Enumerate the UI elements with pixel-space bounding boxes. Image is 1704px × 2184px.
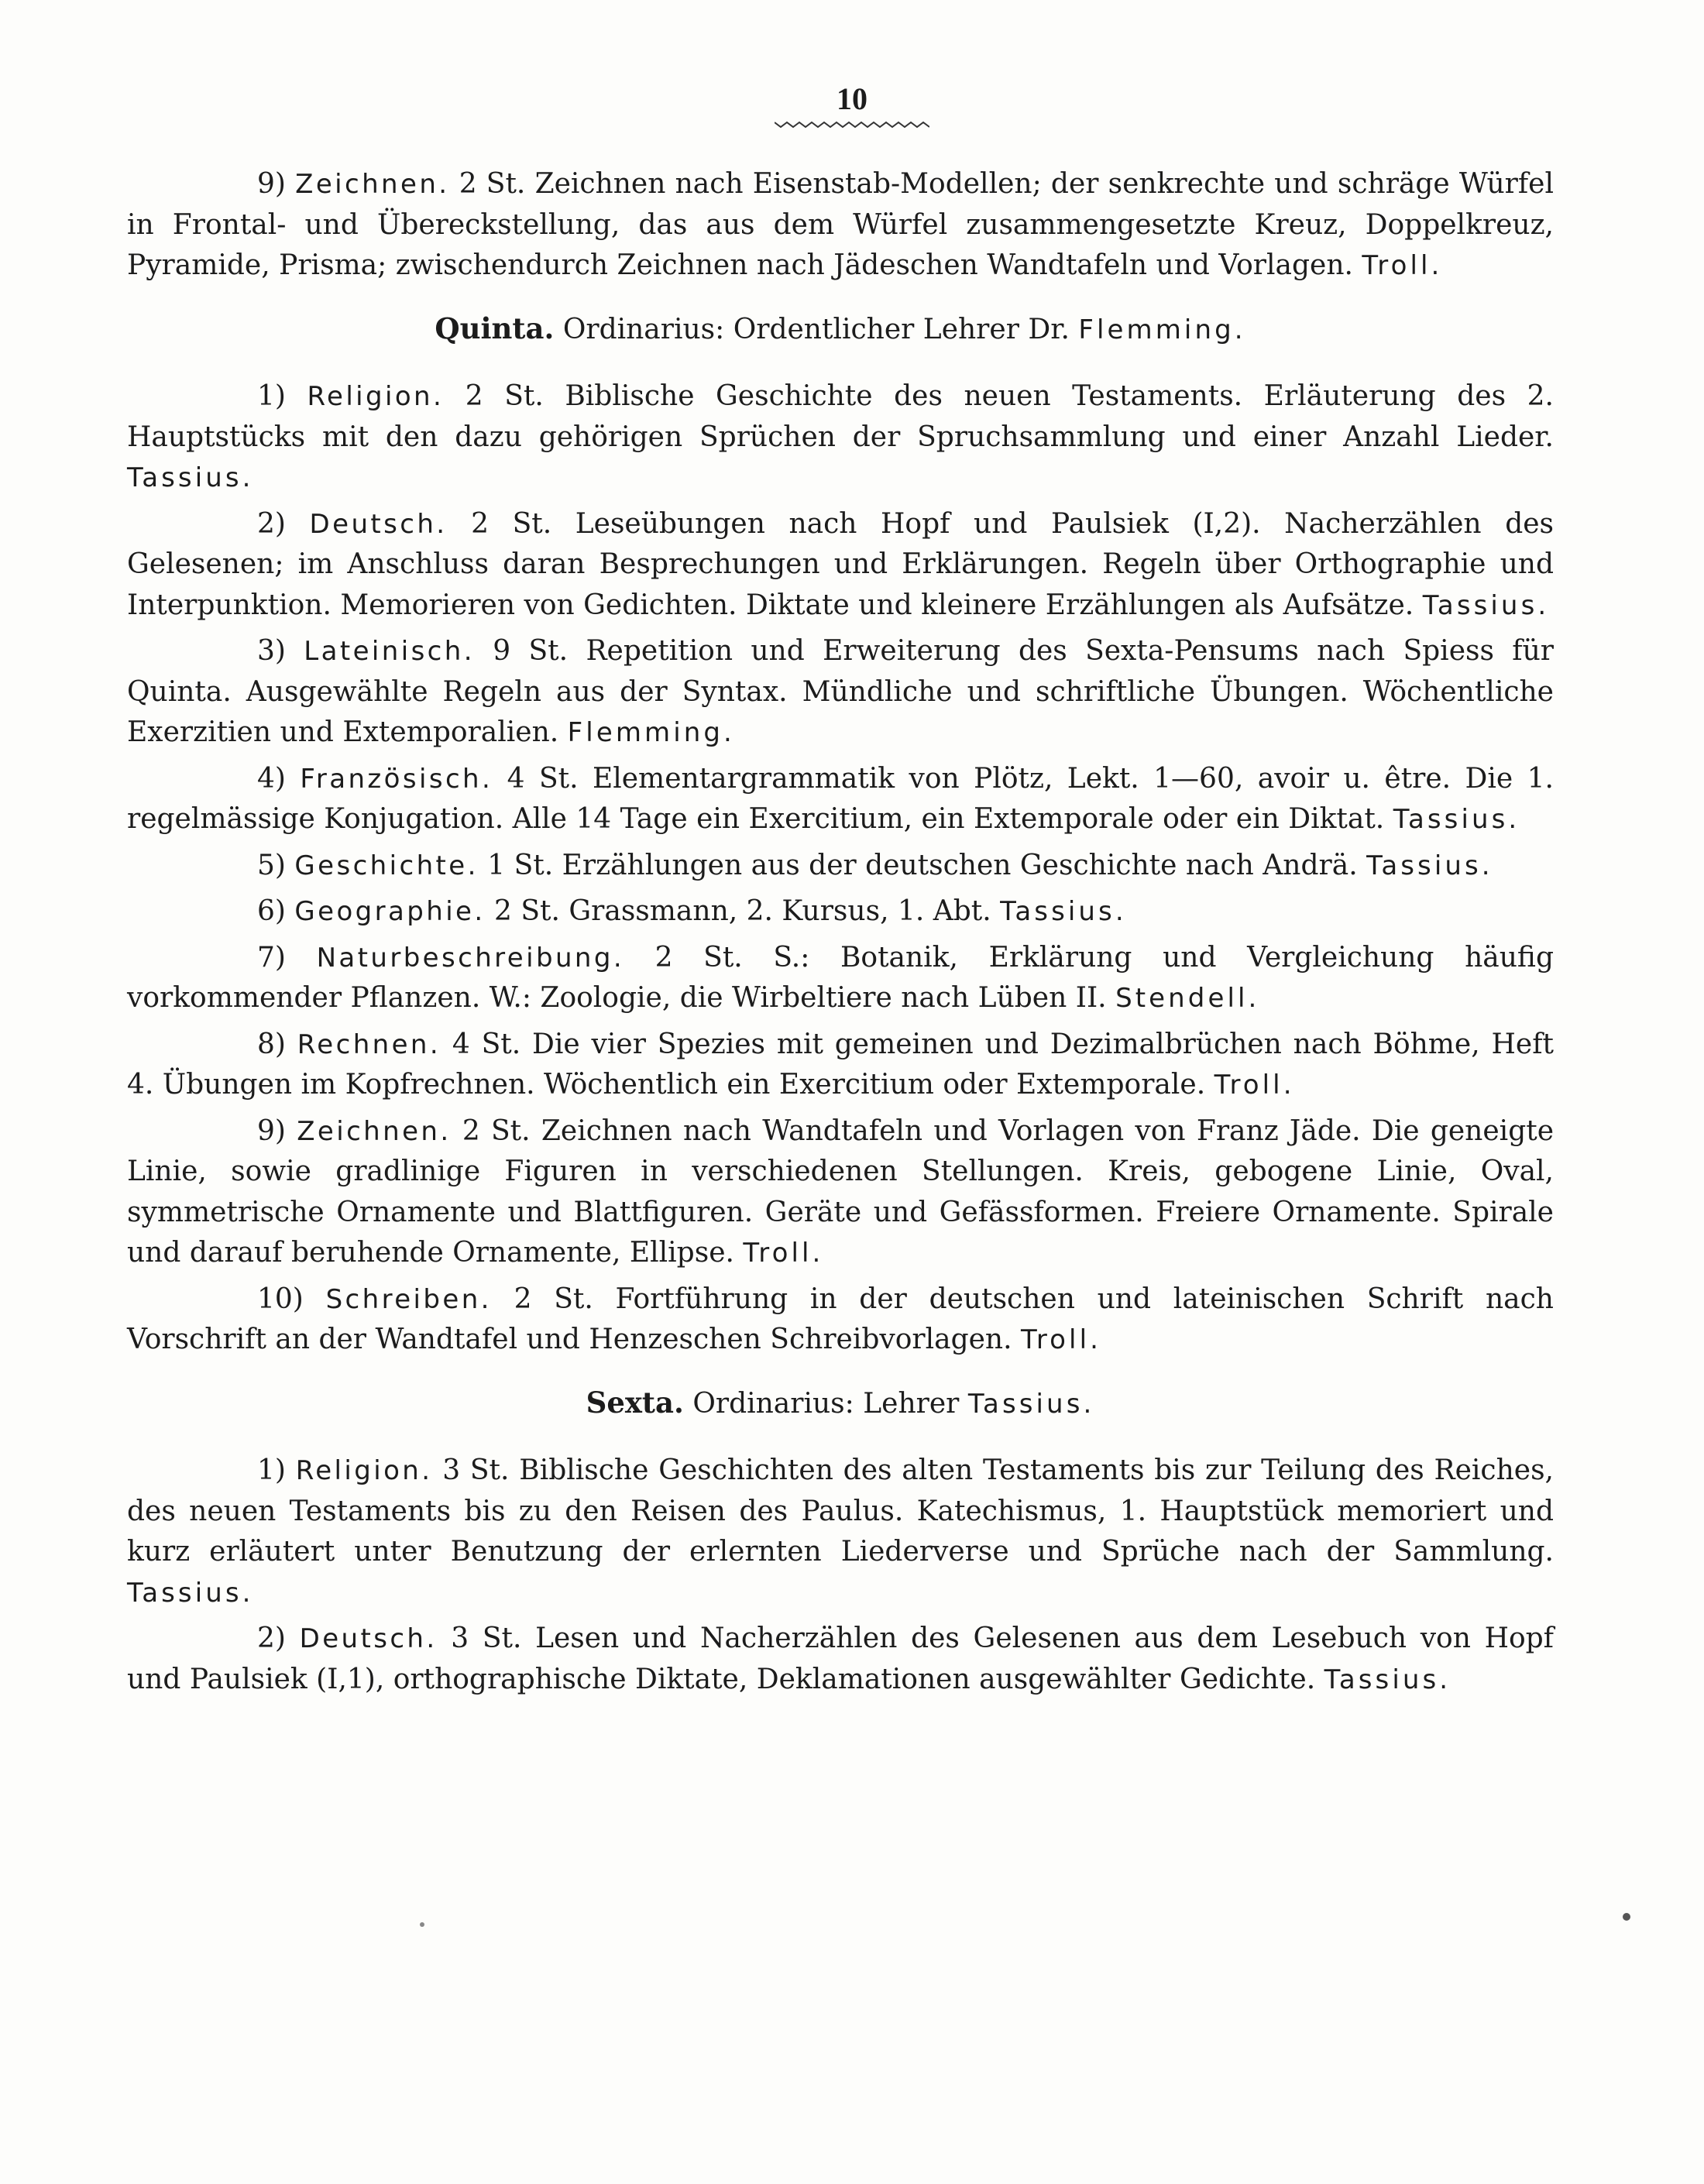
item-number: 2) — [257, 1623, 286, 1654]
item-number: 10) — [257, 1283, 304, 1315]
teacher-name: Tassius. — [1324, 1664, 1451, 1695]
item-number: 9) — [257, 168, 286, 200]
teacher-name: Troll. — [1362, 250, 1443, 281]
item-number: 2) — [257, 507, 286, 540]
hours: 4 St. — [452, 1028, 521, 1060]
item-number: 8) — [257, 1028, 286, 1060]
hours: 2 St. — [514, 1283, 593, 1315]
class-name: Quinta. — [435, 311, 555, 345]
item-text: Leseübungen nach Hopf und Paulsiek (I,2). Nacherzählen des Gelesenen; im Anschluss daran Besprechungen und Erklärungen. Regeln über Orthographie und Interpunktion. Memorieren von Gedichten. Diktate und kleinere Erzählungen als Aufsätze. — [127, 507, 1555, 621]
item-text: Grassmann, 2. Kursus, 1. Abt. — [569, 895, 991, 927]
item-text: Lesen und Nacherzählen des Gelesenen aus dem Lesebuch von Hopf und Paulsiek (I,1), orthographische Diktate, Deklamationen ausgewählter Gedichte. — [127, 1623, 1555, 1695]
item-number: 4) — [257, 762, 286, 795]
curriculum-item — [127, 1619, 1554, 1700]
subject-name: Zeichnen. — [297, 1115, 452, 1147]
subject-name: Französisch. — [300, 763, 493, 795]
teacher-name: Tassius. — [1422, 589, 1550, 621]
item-text: S.: Botanik, Erklärung und Vergleichung häufig vorkommender Pflanzen. W.: Zoologie, die Wirbeltiere nach Lüben II. — [127, 941, 1554, 1014]
class-heading-quinta — [127, 308, 1554, 351]
curriculum-item — [127, 1111, 1554, 1274]
curriculum-item — [127, 1451, 1554, 1613]
subject-name: Deutsch. — [299, 1623, 438, 1654]
ordinarius-label: Ordinarius: Ordentlicher Lehrer Dr. — [562, 313, 1070, 345]
item-text: Fortführung in der deutschen und lateinischen Schrift nach Vorschrift an der Wandtafel und Henzeschen Schreibvorlagen. — [127, 1283, 1554, 1355]
teacher-name: Tassius. — [1000, 896, 1127, 927]
hours: 2 St. — [462, 1114, 531, 1147]
curriculum-item — [127, 631, 1554, 754]
item-text: Biblische Geschichte des neuen Testaments. Erläuterung des 2. Hauptstücks mit den dazu gehörigen Sprüchen der Spruchsammlung und einer Anzahl Lieder. — [127, 380, 1554, 453]
subject-name: Rechnen. — [297, 1028, 441, 1060]
item-text: Biblische Geschichten des alten Testaments bis zur Teilung des Reiches, des neuen Testaments bis zu den Reisen des Paulus. Katechismus, 1. Hauptstück memoriert und kurz erläutert unter Benutzung der erlernten Liederverse und Sprüche nach der Sammlung. — [127, 1454, 1554, 1568]
subject-name: Geographie. — [294, 896, 486, 927]
hours: 2 St. — [471, 507, 552, 540]
hours: 3 St. — [451, 1623, 522, 1654]
item-text: Repetition und Erweiterung des Sexta-Pensums nach Spiess für Quinta. Ausgewählte Regeln aus der Syntax. Mündliche und schriftliche Übungen. Wöchentliche Exerzitien und Extemporalien. — [127, 635, 1555, 748]
teacher-name: Stendell. — [1115, 983, 1260, 1014]
curriculum-item — [127, 504, 1554, 627]
item-number: 6) — [257, 895, 286, 927]
teacher-name: Tassius. — [1393, 804, 1520, 835]
subject-name: Religion. — [295, 1455, 433, 1486]
subject-name: Deutsch. — [309, 508, 448, 540]
item-number: 3) — [257, 635, 286, 667]
hours: 3 St. — [442, 1454, 510, 1486]
class-name: Sexta. — [586, 1385, 684, 1420]
ordinarius-name: Tassius. — [967, 1388, 1095, 1420]
item-text: Elementargrammatik von Plötz, Lekt. 1—60, avoir u. être. Die 1. regelmässige Konjugation. Alle 14 Tage ein Exercitium, ein Extemporale oder ein Diktat. — [127, 762, 1554, 835]
ordinarius-label: Ordinarius: Lehrer — [692, 1387, 960, 1420]
subject-name: Schreiben. — [325, 1283, 492, 1315]
item-number: 5) — [257, 849, 286, 881]
curriculum-item — [127, 938, 1554, 1019]
item-number: 9) — [257, 1114, 286, 1147]
ordinarius-name: Flemming. — [1078, 314, 1246, 345]
teacher-name: Tassius. — [1366, 850, 1493, 881]
curriculum-item — [127, 891, 1554, 932]
subject-name: Religion. — [307, 381, 445, 412]
curriculum-item — [127, 164, 1554, 287]
teacher-name: Troll. — [1214, 1070, 1295, 1101]
curriculum-item — [127, 759, 1554, 840]
class-heading-sexta — [127, 1382, 1554, 1425]
subject-name: Geschichte. — [294, 850, 479, 881]
item-text: Die vier Spezies mit gemeinen und Dezimalbrüchen nach Böhme, Heft 4. Übungen im Kopfrechnen. Wöchentlich ein Exercitium oder Extemporale. — [127, 1028, 1554, 1101]
hours: 9 St. — [493, 635, 569, 667]
hours: 2 St. — [654, 941, 743, 974]
teacher-name: Flemming. — [567, 717, 735, 748]
item-text: Zeichnen nach Wandtafeln und Vorlagen von Franz Jäde. Die geneigte Linie, sowie gradlinige Figuren in verschiedenen Stellungen. Kreis, gebogene Linie, Oval, symmetrische Ornamente und Blattfiguren. Geräte und Gefässformen. Freiere Ornamente. Spirale und darauf beruhende Ornamente, Ellipse. — [127, 1114, 1555, 1269]
item-text: Zeichnen nach Eisenstab-Modellen; der senkrechte und schräge Würfel in Frontal- und Übereckstellung, das aus dem Würfel zusammengesetzte Kreuz, Doppelkreuz, Pyramide, Prisma; zwischendurch Zeichnen nach Jädeschen Wandtafeln und Vorlagen. — [127, 168, 1554, 281]
item-number: 1) — [257, 1454, 286, 1486]
hours: 4 St. — [507, 762, 579, 795]
curriculum-item — [127, 1279, 1554, 1361]
subject-name: Naturbeschreibung. — [316, 942, 625, 974]
curriculum-item — [127, 1025, 1554, 1106]
teacher-name: Tassius. — [127, 462, 254, 493]
item-number: 7) — [257, 941, 286, 974]
page-number: 10 — [837, 81, 867, 116]
item-number: 1) — [257, 380, 286, 412]
hours: 1 St. — [487, 849, 554, 881]
hours: 2 St. — [465, 380, 544, 412]
page-content — [127, 164, 1554, 1705]
page-number-ornament — [775, 119, 929, 130]
item-text: Erzählungen aus der deutschen Geschichte nach Andrä. — [562, 849, 1358, 881]
hours: 2 St. — [494, 895, 560, 927]
subject-name: Zeichnen. — [295, 169, 450, 200]
hours: 2 St. — [459, 168, 526, 200]
curriculum-item — [127, 376, 1554, 499]
teacher-name: Troll. — [743, 1238, 824, 1269]
curriculum-item — [127, 846, 1554, 887]
teacher-name: Troll. — [1021, 1324, 1102, 1355]
subject-name: Lateinisch. — [304, 636, 475, 667]
teacher-name: Tassius. — [127, 1577, 254, 1609]
